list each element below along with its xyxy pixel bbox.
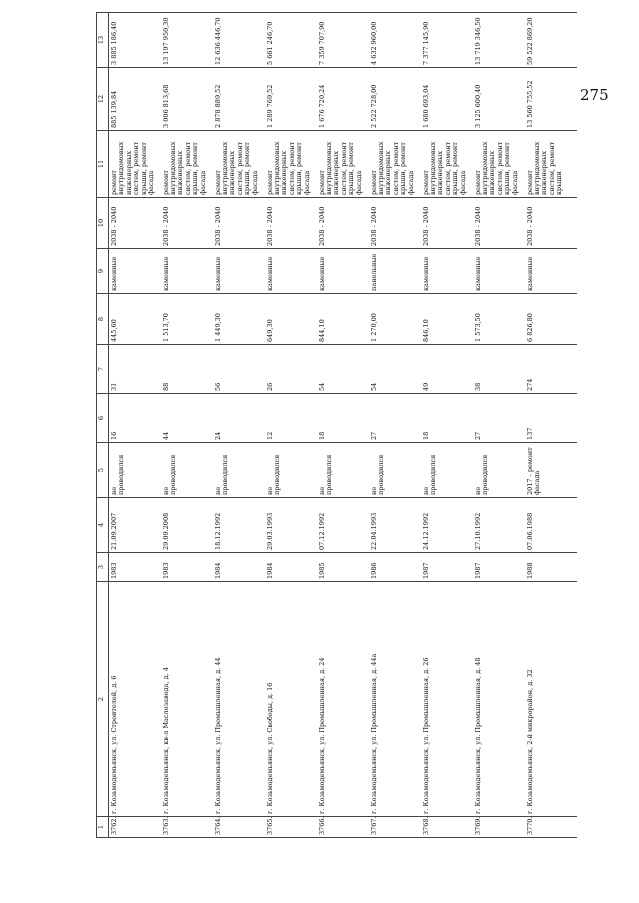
address-cell: г. Козьмодемьянск, ул. Строителей, д. 6 [109,582,161,817]
period-cell: 2038 - 2040 [369,198,421,249]
col6-cell: 44 [161,394,213,443]
col7-cell: 38 [473,345,525,394]
area-cell: 1 449,30 [213,294,265,345]
col7-cell: 88 [161,345,213,394]
year-cell: 1984 [265,553,317,582]
header-col-9: 9 [97,249,109,294]
table-row [265,13,317,838]
address-cell: г. Козьмодемьянск, ул. Промышленная, д. 24 [317,582,369,817]
year-cell: 1983 [161,553,213,582]
row-number: 3769. [473,817,525,838]
col7-cell: 54 [317,345,369,394]
material-cell: каменные [525,249,577,294]
header-col-12: 12 [97,68,109,131]
material-cell: каменные [161,249,213,294]
table-row [473,13,525,838]
address-cell: г. Козьмодемьянск, ул. Свободы, д. 16 [265,582,317,817]
address-cell: г. Козьмодемьянск, ул. Промышленная, д. 26 [421,582,473,817]
date-cell: 24.12.1992 [421,498,473,553]
works-cell: ремонт внутридомовых инженерных систем, ремонт крыши [525,131,577,198]
table-row [161,13,213,838]
col7-cell: 49 [421,345,473,394]
col6-cell: 27 [369,394,421,443]
col7-cell: 26 [265,345,317,394]
date-cell: 18.12.1992 [213,498,265,553]
area-cell: 1 270,00 [369,294,421,345]
header-col-3: 3 [97,553,109,582]
date-cell: 27.10.1992 [473,498,525,553]
row-number: 3763. [161,817,213,838]
header-col-1: 1 [97,817,109,838]
material-cell: каменные [421,249,473,294]
area-cell: 649,30 [265,294,317,345]
total-cell: 5 661 246,70 [265,13,317,68]
year-cell: 1986 [369,553,421,582]
header-col-4: 4 [97,498,109,553]
cost-cell: 1 676 720,24 [317,68,369,131]
cost-cell: 885 139,84 [109,68,161,131]
total-cell: 7 377 145,90 [421,13,473,68]
area-cell: 1 573,50 [473,294,525,345]
period-cell: 2038 - 2040 [265,198,317,249]
cost-cell: 3 125 600,40 [473,68,525,131]
address-cell: г. Козьмодемьянск, ул. Промышленная, д. 44 [213,582,265,817]
period-cell: 2038 - 2040 [161,198,213,249]
col7-cell: 54 [369,345,421,394]
material-cell: каменные [213,249,265,294]
page-number: 275 [580,86,609,104]
row-number: 3767. [369,817,421,838]
cost-cell: 1 680 693,04 [421,68,473,131]
works-cell: ремонт внутридомовых инженерных систем, ремонт крыши, ремонт фасада [317,131,369,198]
area-cell: 844,10 [317,294,369,345]
cost-cell: 3 006 813,68 [161,68,213,131]
header-col-8: 8 [97,294,109,345]
rotated-table-container [96,17,564,838]
header-col-11: 11 [97,131,109,198]
area-cell: 1 513,70 [161,294,213,345]
year-cell: 1985 [317,553,369,582]
address-cell: г. Козьмодемьянск, 2-й микрорайон, д. 32 [525,582,577,817]
table-row [213,13,265,838]
works-cell: ремонт внутридомовых инженерных систем, ремонт крыши, ремонт фасада [369,131,421,198]
date-cell: 21.09.2007 [109,498,161,553]
year-cell: 1984 [213,553,265,582]
housing-repair-table [96,12,577,838]
date-cell: 29.09.2008 [161,498,213,553]
last-repair-cell: не проводился [317,443,369,498]
date-cell: 22.04.1993 [369,498,421,553]
row-number: 3765. [265,817,317,838]
total-cell: 4 632 960,00 [369,13,421,68]
table-row [421,13,473,838]
material-cell: каменные [317,249,369,294]
header-col-5: 5 [97,443,109,498]
last-repair-cell: не проводился [161,443,213,498]
cost-cell: 2 878 889,52 [213,68,265,131]
works-cell: ремонт внутридомовых инженерных систем, ремонт крыши, ремонт фасада [213,131,265,198]
last-repair-cell: не проводился [473,443,525,498]
material-cell: каменные [473,249,525,294]
last-repair-cell: не проводился [369,443,421,498]
total-cell: 3 885 186,40 [109,13,161,68]
column-number-header [97,13,109,838]
period-cell: 2038 - 2040 [421,198,473,249]
row-number: 3770. [525,817,577,838]
table-row [109,13,161,838]
cost-cell: 2 522 728,00 [369,68,421,131]
col6-cell: 27 [473,394,525,443]
total-cell: 13 197 950,30 [161,13,213,68]
year-cell: 1987 [421,553,473,582]
total-cell: 12 636 446,70 [213,13,265,68]
date-cell: 29.03.1993 [265,498,317,553]
period-cell: 2038 - 2040 [473,198,525,249]
works-cell: ремонт внутридомовых инженерных систем, ремонт крыши, ремонт фасада [473,131,525,198]
header-col-10: 10 [97,198,109,249]
total-cell: 13 719 346,50 [473,13,525,68]
col6-cell: 18 [317,394,369,443]
col6-cell: 24 [213,394,265,443]
table-row [317,13,369,838]
period-cell: 2038 - 2040 [213,198,265,249]
cost-cell: 1 289 769,52 [265,68,317,131]
row-number: 3762. [109,817,161,838]
col6-cell: 12 [265,394,317,443]
header-col-2: 2 [97,582,109,817]
last-repair-cell: не проводился [213,443,265,498]
last-repair-cell: не проводился [421,443,473,498]
header-col-6: 6 [97,394,109,443]
col6-cell: 16 [109,394,161,443]
col7-cell: 274 [525,345,577,394]
total-cell: 59 522 869,20 [525,13,577,68]
period-cell: 2038 - 2040 [525,198,577,249]
year-cell: 1983 [109,553,161,582]
period-cell: 2038 - 2040 [109,198,161,249]
year-cell: 1987 [473,553,525,582]
row-number: 3764. [213,817,265,838]
address-cell: г. Козьмодемьянск, ул. Промышленная, д. 44а [369,582,421,817]
period-cell: 2038 - 2040 [317,198,369,249]
table-row [369,13,421,838]
works-cell: ремонт внутридомовых инженерных систем, ремонт крыши, ремонт фасада [421,131,473,198]
material-cell: каменные [265,249,317,294]
last-repair-cell: не проводился [109,443,161,498]
address-cell: г. Козьмодемьянск, кв-л Маслозавода, д. 4 [161,582,213,817]
header-col-7: 7 [97,345,109,394]
last-repair-cell: не проводился [265,443,317,498]
last-repair-cell: 2017 - ремонт фасада [525,443,577,498]
col6-cell: 137 [525,394,577,443]
date-cell: 07.06.1988 [525,498,577,553]
area-cell: 6 826,80 [525,294,577,345]
address-cell: г. Козьмодемьянск, ул. Промышленная, д. 48 [473,582,525,817]
date-cell: 07.12.1992 [317,498,369,553]
year-cell: 1988 [525,553,577,582]
works-cell: ремонт внутридомовых инженерных систем, ремонт крыши, ремонт фасада [109,131,161,198]
header-col-13: 13 [97,13,109,68]
cost-cell: 13 560 755,52 [525,68,577,131]
area-cell: 846,10 [421,294,473,345]
row-number: 3768. [421,817,473,838]
material-cell: панельные [369,249,421,294]
col7-cell: 31 [109,345,161,394]
area-cell: 445,60 [109,294,161,345]
row-number: 3766. [317,817,369,838]
total-cell: 7 359 707,90 [317,13,369,68]
works-cell: ремонт внутридомовых инженерных систем, ремонт крыши, ремонт фасада [161,131,213,198]
col6-cell: 18 [421,394,473,443]
material-cell: каменные [109,249,161,294]
col7-cell: 56 [213,345,265,394]
table-row [525,13,577,838]
works-cell: ремонт внутридомовых инженерных систем, ремонт крыши, ремонт фасада [265,131,317,198]
